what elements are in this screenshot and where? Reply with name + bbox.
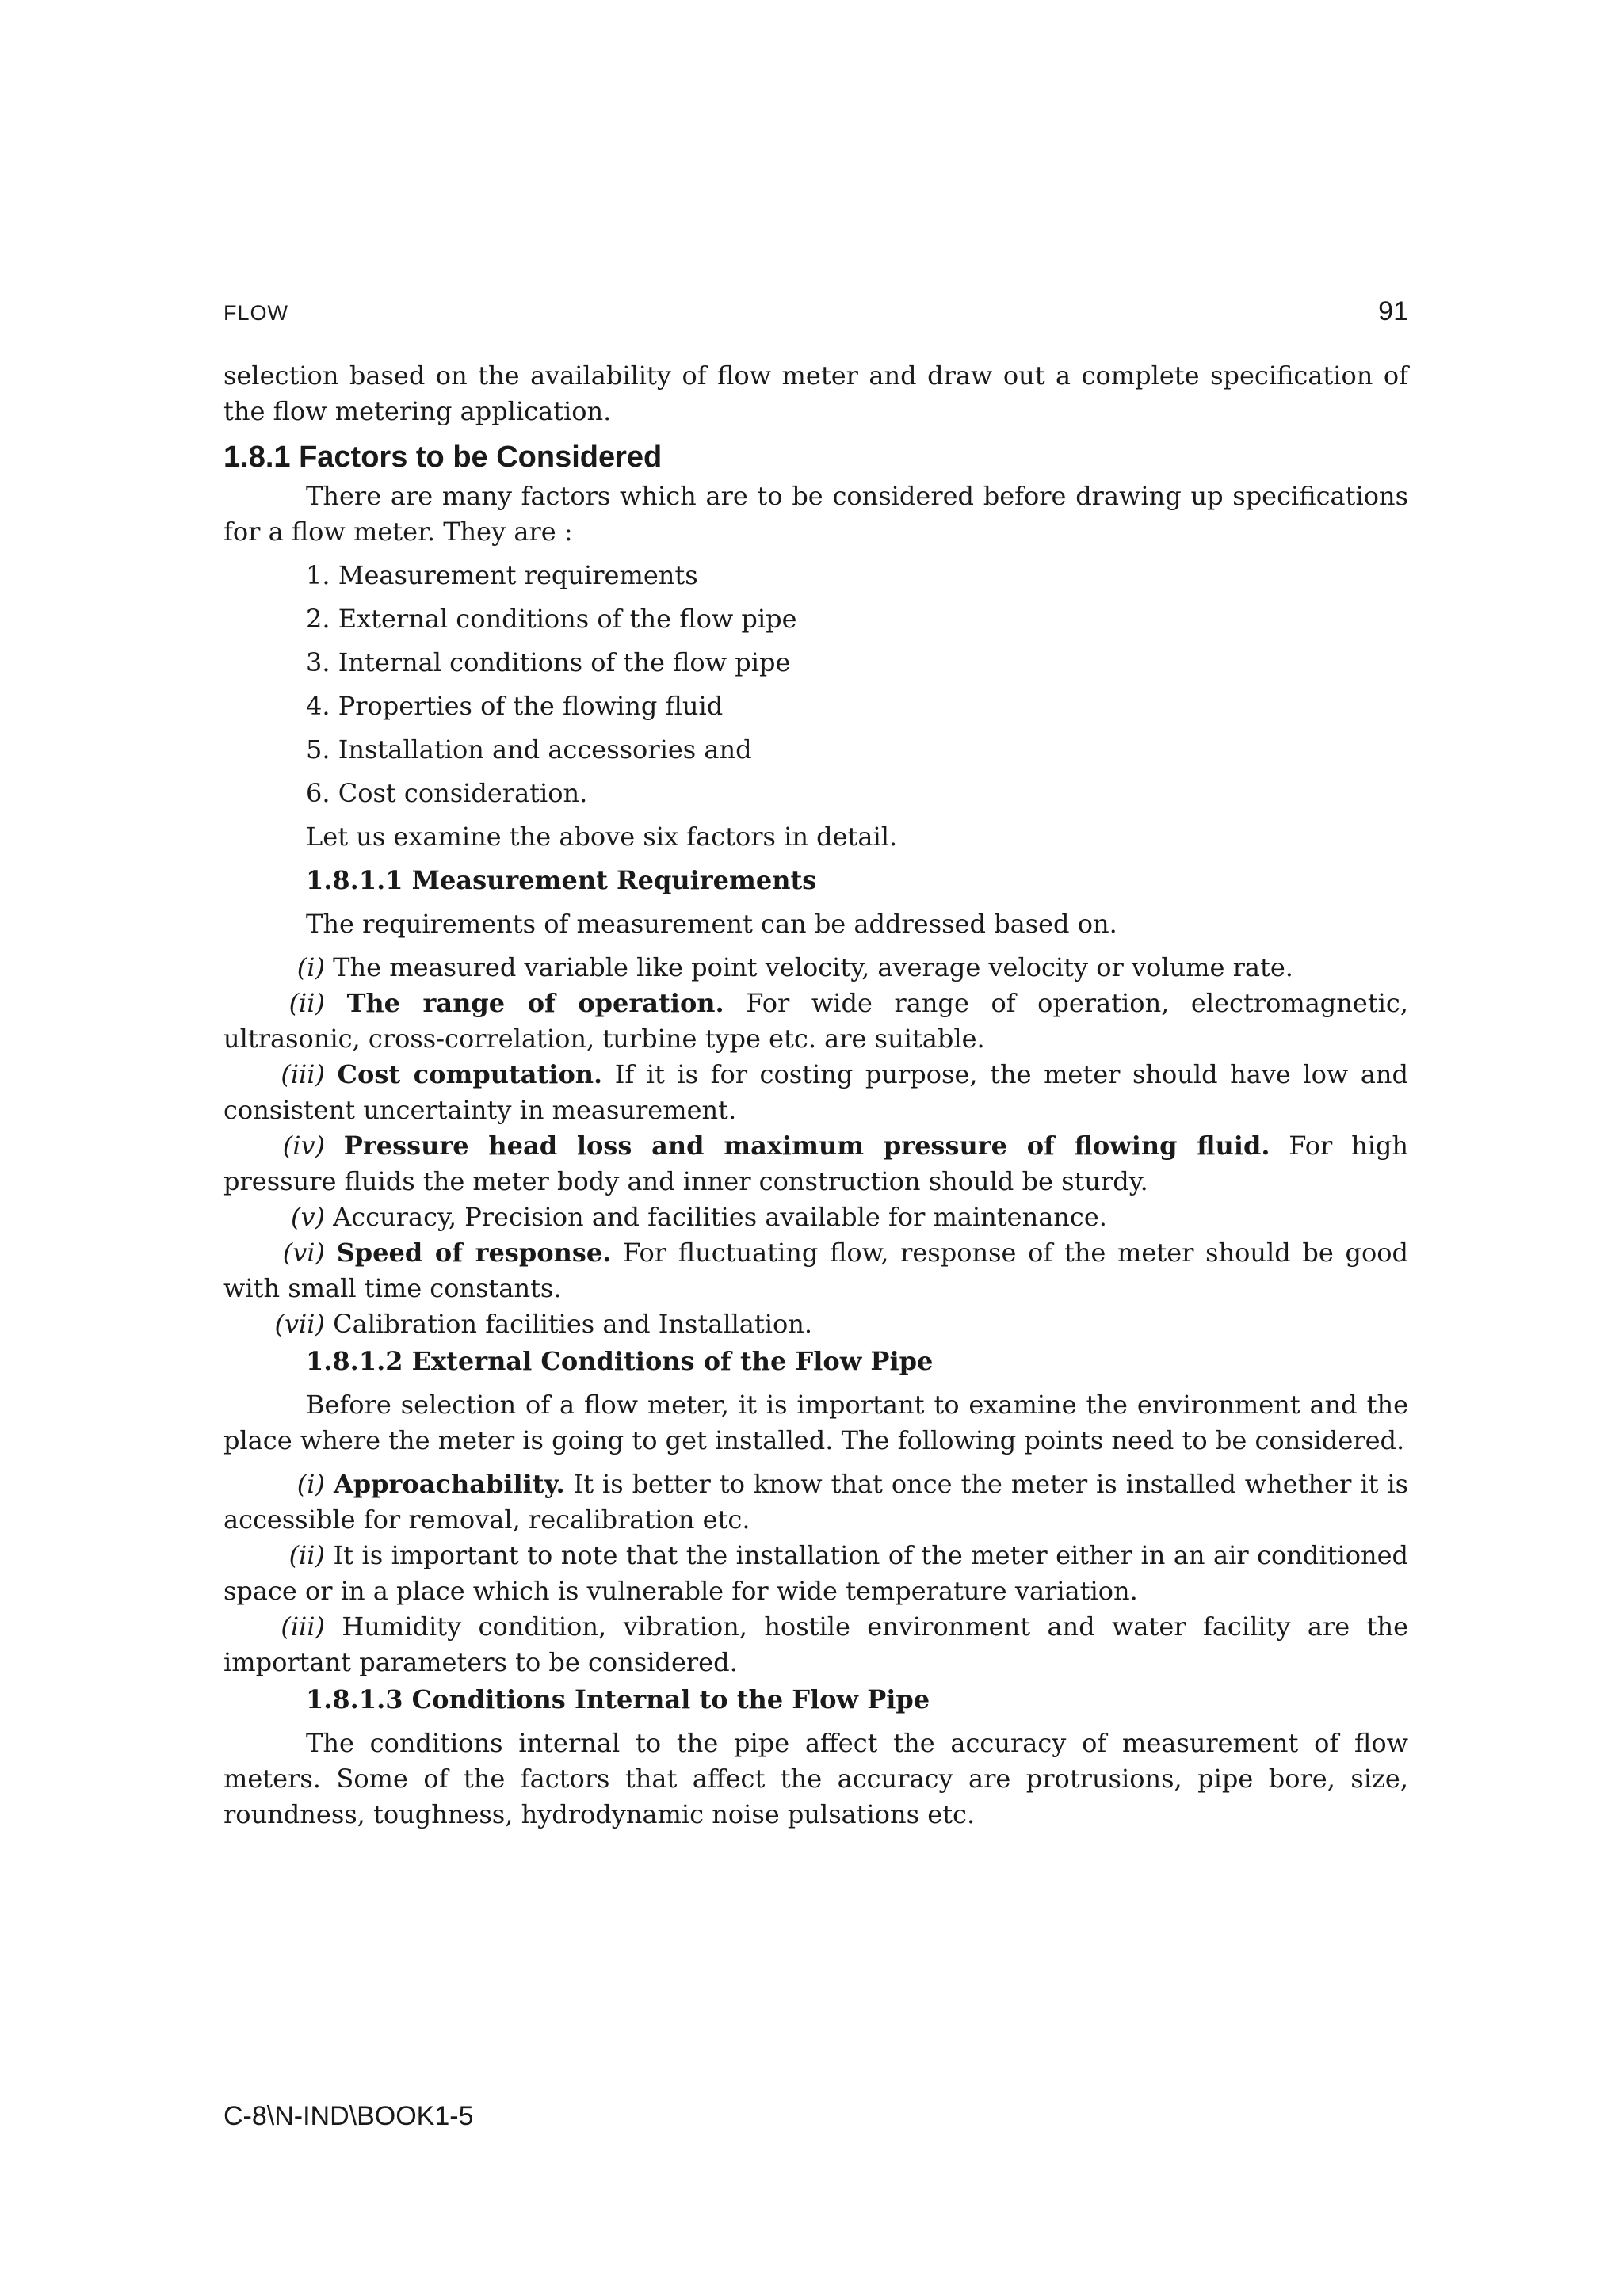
- item-numeral: (ii): [288, 988, 325, 1018]
- list-item: 5. Installation and accessories and: [306, 734, 752, 765]
- footer-code: C-8\N-IND\BOOK1-5: [223, 2101, 474, 2131]
- list-item: (ii) It is important to note that the installation of the meter either in an air conditioned space or in a place which is vulnerable for wide temperature variation.: [223, 1540, 1408, 1606]
- list-item: (ii) The range of operation. For wide range of operation, electromagnetic, ultrasonic, cross-correlation, turbine type etc. are suitable.: [223, 988, 1409, 1054]
- item-numeral: (vii): [274, 1309, 325, 1339]
- item-numeral: (ii): [288, 1540, 325, 1570]
- subsection-intro: Before selection of a flow meter, it is important to examine the environment and the place where the meter is going to get installed. The following points need to be considered.: [223, 1390, 1408, 1455]
- subsection-heading-measurement: 1.8.1.1 Measurement Requirements: [306, 865, 817, 895]
- examine-sentence: Let us examine the above six factors in detail.: [306, 822, 898, 852]
- subsection-heading-external: 1.8.1.2 External Conditions of the Flow Pipe: [306, 1346, 934, 1376]
- list-item: (iii) Cost computation. If it is for costing purpose, the meter should have low and consistent uncertainty in measurement.: [223, 1059, 1409, 1125]
- subsection-text: The conditions internal to the pipe affect the accuracy of measurement of flow meters. Some of the factors that affect the accuracy are protrusions, pipe bore, size, roundness, toughness, hydrodynamic noise pulsations etc.: [223, 1728, 1408, 1829]
- item-numeral: (vi): [282, 1238, 325, 1268]
- item-numeral: (v): [290, 1202, 325, 1232]
- intro-paragraph: selection based on the availability of flow meter and draw out a complete specification of the flow metering application.: [223, 360, 1408, 426]
- item-numeral: (iv): [282, 1131, 325, 1161]
- item-numeral: (iii): [281, 1611, 325, 1642]
- item-numeral: (i): [296, 1469, 325, 1499]
- list-item: 6. Cost consideration.: [306, 778, 588, 808]
- page-number: 91: [1378, 296, 1408, 326]
- list-item: (i) Approachability. It is better to know that once the meter is installed whether it is accessible for removal, recalibration etc.: [223, 1469, 1409, 1535]
- list-item: (vii) Calibration facilities and Installation.: [274, 1309, 813, 1339]
- item-numeral: (iii): [281, 1059, 325, 1089]
- section-heading: 1.8.1 Factors to be Considered: [223, 441, 663, 474]
- list-item: (iii) Humidity condition, vibration, hostile environment and water facility are the important parameters to be considered.: [223, 1611, 1408, 1677]
- list-item: 2. External conditions of the flow pipe: [306, 604, 797, 634]
- subsection-intro: The requirements of measurement can be addressed based on.: [306, 909, 1117, 939]
- running-title: FLOW: [223, 301, 288, 325]
- item-numeral: (i): [296, 952, 325, 982]
- factor-list: [223, 558, 1408, 811]
- section-intro: There are many factors which are to be considered before drawing up specifications for a flow meter. They are :: [223, 481, 1408, 547]
- list-item: 3. Internal conditions of the flow pipe: [306, 647, 791, 677]
- list-item: (vi) Speed of response. For fluctuating flow, response of the meter should be good with small time constants.: [223, 1238, 1409, 1303]
- list-item: 1. Measurement requirements: [306, 560, 698, 590]
- list-item: (iv) Pressure head loss and maximum pressure of flowing fluid. For high pressure fluids the meter body and inner construction should be sturdy.: [223, 1131, 1409, 1196]
- list-item: 4. Properties of the flowing fluid: [306, 691, 724, 721]
- list-item: (v) Accuracy, Precision and facilities available for maintenance.: [290, 1202, 1107, 1232]
- list-item: (i) The measured variable like point velocity, average velocity or volume rate.: [296, 952, 1293, 982]
- page-body: [223, 358, 1408, 1840]
- subsection-heading-internal: 1.8.1.3 Conditions Internal to the Flow Pipe: [306, 1684, 930, 1714]
